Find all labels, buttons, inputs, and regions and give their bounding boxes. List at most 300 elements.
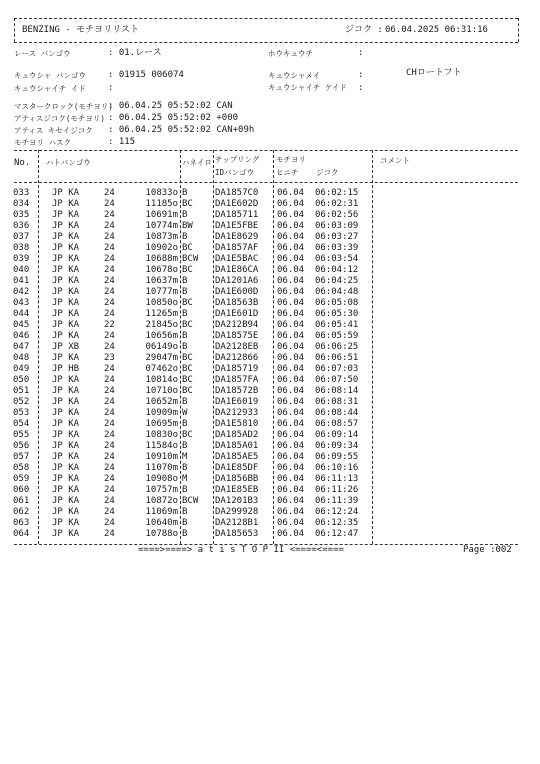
table-header-top-border [14, 150, 518, 151]
feather-color: B [182, 507, 188, 517]
header-top-border [14, 18, 518, 19]
ring-prefix: JP KA [52, 507, 80, 517]
ring-number: 11069m [145, 507, 178, 517]
ring-prefix: JP KA [52, 452, 80, 462]
row-number: 063 [13, 518, 30, 528]
arrival-date: 06.04 [277, 210, 305, 220]
row-number: 035 [13, 210, 30, 220]
table-row [0, 386, 540, 397]
table-row [0, 265, 540, 276]
feather-color: B [182, 210, 188, 220]
chip-id: DA212B94 [215, 320, 259, 330]
ring-year: 24 [104, 188, 115, 198]
ring-year: 24 [104, 496, 115, 506]
row-number: 061 [13, 496, 30, 506]
feather-color: BC [182, 364, 193, 374]
chip-id: DA18572B [215, 386, 259, 396]
table-row [0, 254, 540, 265]
row-number: 058 [13, 463, 30, 473]
arrival-date: 06.04 [277, 331, 305, 341]
arrival-date: 06.04 [277, 441, 305, 451]
arrival-time: 06:11:39 [315, 496, 359, 506]
arrival-time: 06:04:48 [315, 287, 359, 297]
ring-number: 10814o [145, 375, 178, 385]
ring-year: 24 [104, 199, 115, 209]
arrival-date: 06.04 [277, 408, 305, 418]
arrival-date: 06.04 [277, 386, 305, 396]
arrival-date: 06.04 [277, 342, 305, 352]
column-header-comment: コメント [380, 156, 410, 165]
ring-year: 24 [104, 452, 115, 462]
arrival-date: 06.04 [277, 309, 305, 319]
ring-prefix: JP KA [52, 485, 80, 495]
row-number: 041 [13, 276, 30, 286]
ring-prefix: JP KA [52, 309, 80, 319]
ring-number: 10688m [145, 254, 178, 264]
arrival-date: 06.04 [277, 353, 305, 363]
master-clock-value: : 06.04.25 05:52:02 CAN [108, 101, 233, 111]
table-row [0, 529, 540, 540]
chip-id: DA1E5BAC [215, 254, 259, 264]
arrival-time: 06:02:15 [315, 188, 359, 198]
arrival-time: 06:05:08 [315, 298, 359, 308]
row-number: 033 [13, 188, 30, 198]
chip-id: DA1E5FBE [215, 221, 259, 231]
row-number: 043 [13, 298, 30, 308]
atis-standard-time-value: : 06.04.25 05:52:02 CAN+09h [108, 125, 255, 135]
arrival-time: 06:03:27 [315, 232, 359, 242]
feather-color: BC [182, 265, 193, 275]
ring-year: 24 [104, 375, 115, 385]
chip-id: DA1E602D [215, 199, 259, 209]
table-header-bottom-border [14, 182, 518, 183]
ring-year: 24 [104, 221, 115, 231]
ring-prefix: JP KA [52, 496, 80, 506]
row-number: 052 [13, 397, 30, 407]
ring-prefix: JP KA [52, 265, 80, 275]
chip-id: DA299928 [215, 507, 259, 517]
ring-prefix: JP KA [52, 254, 80, 264]
ring-number: 10788o [145, 529, 178, 539]
arrival-date: 06.04 [277, 430, 305, 440]
feather-color: BC [182, 353, 193, 363]
ring-prefix: JP KA [52, 298, 80, 308]
arrival-time: 06:04:12 [315, 265, 359, 275]
master-clock-label: マスタークロック(モチヨリ) [14, 102, 113, 111]
header-bottom-border [14, 42, 518, 43]
feather-color: B [182, 232, 188, 242]
ring-number: 21845o [145, 320, 178, 330]
ring-year: 22 [104, 320, 115, 330]
feather-color: B [182, 441, 188, 451]
table-row [0, 452, 540, 463]
ring-prefix: JP KA [52, 221, 80, 231]
ring-prefix: JP HB [52, 364, 80, 374]
ring-prefix: JP KA [52, 243, 80, 253]
row-number: 057 [13, 452, 30, 462]
column-header-chip-id: IDバンゴウ [215, 168, 255, 177]
chip-id: DA18563B [215, 298, 259, 308]
loft-name-label: キュウシャメイ [268, 71, 321, 80]
ring-prefix: JP KA [52, 276, 80, 286]
chip-id: DA212866 [215, 353, 259, 363]
table-row [0, 320, 540, 331]
arrival-time: 06:11:26 [315, 485, 359, 495]
table-row [0, 364, 540, 375]
feather-color: BCW [182, 496, 199, 506]
arrival-time: 06:02:31 [315, 199, 359, 209]
ring-number: 10833o [145, 188, 178, 198]
footer-brand: ====>====> a t i s T O P II <====<==== [138, 545, 344, 555]
feather-color: BC [182, 375, 193, 385]
table-row [0, 430, 540, 441]
arrival-date: 06.04 [277, 463, 305, 473]
column-header-ring: ハトバンゴウ [46, 158, 91, 167]
ring-number: 10774m [145, 221, 178, 231]
ring-prefix: JP KA [52, 474, 80, 484]
ring-prefix: JP KA [52, 210, 80, 220]
chip-id: DA1857FA [215, 375, 259, 385]
loft-latitude-label: キュウシャイチ イド [14, 84, 86, 93]
arrival-date: 06.04 [277, 485, 305, 495]
table-row [0, 441, 540, 452]
arrival-time: 06:05:59 [315, 331, 359, 341]
loft-latitude-value: : [108, 83, 114, 93]
arrival-date: 06.04 [277, 221, 305, 231]
ring-year: 24 [104, 265, 115, 275]
feather-color: M [182, 474, 188, 484]
ring-prefix: JP KA [52, 353, 80, 363]
ring-year: 24 [104, 287, 115, 297]
feather-color: BC [182, 199, 193, 209]
ring-prefix: JP XB [52, 342, 80, 352]
ring-year: 24 [104, 474, 115, 484]
ring-prefix: JP KA [52, 408, 80, 418]
row-number: 056 [13, 441, 30, 451]
ring-prefix: JP KA [52, 430, 80, 440]
chip-id: DA18575E [215, 331, 259, 341]
ring-year: 24 [104, 518, 115, 528]
arrival-date: 06.04 [277, 298, 305, 308]
feather-color: BC [182, 298, 193, 308]
column-header-chip: チップリング [215, 155, 260, 164]
ring-prefix: JP KA [52, 188, 80, 198]
arrival-date: 06.04 [277, 518, 305, 528]
feather-color: M [182, 452, 188, 462]
ring-prefix: JP KA [52, 419, 80, 429]
arrival-time: 06:03:09 [315, 221, 359, 231]
ring-number: 10902o [145, 243, 178, 253]
release-point-label: ホウキュウチ [268, 49, 313, 58]
column-header-color: ハネイロ [182, 158, 212, 167]
chip-id: DA185653 [215, 529, 259, 539]
feather-color: B [182, 529, 188, 539]
table-row [0, 199, 540, 210]
table-row [0, 309, 540, 320]
header-right-border [518, 18, 519, 42]
ring-year: 24 [104, 463, 115, 473]
ring-year: 24 [104, 210, 115, 220]
table-row [0, 397, 540, 408]
ring-prefix: JP KA [52, 199, 80, 209]
table-row [0, 474, 540, 485]
row-number: 042 [13, 287, 30, 297]
row-number: 044 [13, 309, 30, 319]
arrival-date: 06.04 [277, 243, 305, 253]
loft-number-label: キュウシャ バンゴウ [14, 71, 86, 80]
chip-id: DA2128EB [215, 342, 259, 352]
ring-year: 24 [104, 276, 115, 286]
row-number: 048 [13, 353, 30, 363]
arrival-date: 06.04 [277, 375, 305, 385]
chip-id: DA212933 [215, 408, 259, 418]
chip-id: DA1E6019 [215, 397, 259, 407]
ring-year: 24 [104, 243, 115, 253]
arrival-date: 06.04 [277, 265, 305, 275]
arrival-date: 06.04 [277, 452, 305, 462]
arrival-time: 06:07:03 [315, 364, 359, 374]
page-number: Page :002 [463, 545, 512, 555]
ring-year: 24 [104, 397, 115, 407]
ring-year: 24 [104, 331, 115, 341]
ring-year: 23 [104, 353, 115, 363]
arrival-time: 06:09:55 [315, 452, 359, 462]
row-number: 053 [13, 408, 30, 418]
ring-prefix: JP KA [52, 463, 80, 473]
feather-color: B [182, 287, 188, 297]
ring-number: 10695m [145, 419, 178, 429]
feather-color: B [182, 309, 188, 319]
report-title: BENZING - モチヨリリスト [22, 25, 140, 35]
ring-year: 24 [104, 342, 115, 352]
ring-prefix: JP KA [52, 441, 80, 451]
row-number: 054 [13, 419, 30, 429]
arrival-date: 06.04 [277, 320, 305, 330]
table-row [0, 221, 540, 232]
chip-id: DA1E86CA [215, 265, 259, 275]
arrival-time: 06:08:14 [315, 386, 359, 396]
ring-prefix: JP KA [52, 518, 80, 528]
loft-name-value: : [358, 70, 364, 80]
race-number-label: レース バンゴウ [14, 49, 71, 58]
ring-prefix: JP KA [52, 331, 80, 341]
print-time-label: ジコク : [345, 25, 383, 35]
arrival-date: 06.04 [277, 188, 305, 198]
ring-number: 10777m [145, 287, 178, 297]
ring-prefix: JP KA [52, 320, 80, 330]
ring-number: 10910m [145, 452, 178, 462]
feather-color: B [182, 485, 188, 495]
ring-number: 10678o [145, 265, 178, 275]
feather-color: BC [182, 430, 193, 440]
atis-clock-label: アティスジコク(モチヨリ) [14, 114, 105, 123]
ring-prefix: JP KA [52, 287, 80, 297]
arrival-date: 06.04 [277, 419, 305, 429]
arrival-time: 06:08:44 [315, 408, 359, 418]
row-number: 062 [13, 507, 30, 517]
ring-number: 10757m [145, 485, 178, 495]
chip-id: DA1E5810 [215, 419, 259, 429]
arrival-time: 06:10:16 [315, 463, 359, 473]
feather-color: W [182, 408, 188, 418]
row-number: 049 [13, 364, 30, 374]
arrival-time: 06:08:57 [315, 419, 359, 429]
ring-year: 24 [104, 419, 115, 429]
row-number: 039 [13, 254, 30, 264]
atis-clock-value: : 06.04.25 05:52:02 +000 [108, 113, 239, 123]
arrival-date: 06.04 [277, 529, 305, 539]
arrival-time: 06:12:24 [315, 507, 359, 517]
column-header-time: ジコク [316, 168, 339, 177]
table-row [0, 518, 540, 529]
ring-number: 10710o [145, 386, 178, 396]
feather-color: B [182, 331, 188, 341]
arrival-date: 06.04 [277, 199, 305, 209]
table-row [0, 276, 540, 287]
chip-id: DA1E600D [215, 287, 259, 297]
row-number: 055 [13, 430, 30, 440]
column-header-arrival: モチヨリ [276, 155, 306, 164]
ring-prefix: JP KA [52, 375, 80, 385]
ring-year: 24 [104, 441, 115, 451]
atis-standard-time-label: アティス キセイジコク [14, 126, 93, 135]
ring-number: 10873m [145, 232, 178, 242]
arrival-date: 06.04 [277, 276, 305, 286]
ring-year: 24 [104, 298, 115, 308]
row-number: 038 [13, 243, 30, 253]
feather-color: B [182, 342, 188, 352]
row-number: 047 [13, 342, 30, 352]
release-point-value: : [358, 48, 364, 58]
ring-prefix: JP KA [52, 397, 80, 407]
ring-number: 11265m [145, 309, 178, 319]
column-header-no: No. [14, 158, 31, 168]
ring-year: 24 [104, 254, 115, 264]
arrival-time: 06:03:39 [315, 243, 359, 253]
arrival-time: 06:04:25 [315, 276, 359, 286]
table-row [0, 243, 540, 254]
ring-prefix: JP KA [52, 529, 80, 539]
ring-number: 10652m [145, 397, 178, 407]
row-number: 050 [13, 375, 30, 385]
arrival-time: 06:12:47 [315, 529, 359, 539]
arrival-date: 06.04 [277, 496, 305, 506]
row-number: 034 [13, 199, 30, 209]
ring-year: 24 [104, 408, 115, 418]
table-row [0, 232, 540, 243]
row-number: 060 [13, 485, 30, 495]
ring-year: 24 [104, 309, 115, 319]
chip-id: DA1E601D [215, 309, 259, 319]
ring-number: 10691m [145, 210, 178, 220]
ring-number: 10909m [145, 408, 178, 418]
arrival-date: 06.04 [277, 232, 305, 242]
header-left-border [14, 18, 15, 42]
loft-longitude-value: : [358, 83, 364, 93]
chip-id: DA1E8629 [215, 232, 259, 242]
table-row [0, 419, 540, 430]
table-row [0, 496, 540, 507]
chip-id: DA185711 [215, 210, 259, 220]
chip-id: DA185A01 [215, 441, 259, 451]
chip-id: DA2128B1 [215, 518, 259, 528]
basket-label: モチヨリ ハスク [14, 138, 72, 147]
ring-year: 24 [104, 232, 115, 242]
table-row [0, 188, 540, 199]
chip-id: DA1857AF [215, 243, 259, 253]
feather-color: B [182, 397, 188, 407]
table-row [0, 298, 540, 309]
loft-longitude-label: キュウシャイチ ケイド [268, 83, 347, 92]
ring-number: 10637m [145, 276, 178, 286]
ring-prefix: JP KA [52, 232, 80, 242]
ring-number: 11584o [145, 441, 178, 451]
arrival-time: 06:05:30 [315, 309, 359, 319]
ring-number: 10908o [145, 474, 178, 484]
arrival-date: 06.04 [277, 397, 305, 407]
arrival-time: 06:03:54 [315, 254, 359, 264]
chip-id: DA1E85EB [215, 485, 259, 495]
table-row [0, 408, 540, 419]
ring-year: 24 [104, 386, 115, 396]
table-row [0, 375, 540, 386]
table-row [0, 287, 540, 298]
row-number: 059 [13, 474, 30, 484]
ring-number: 10640m [145, 518, 178, 528]
ring-year: 24 [104, 507, 115, 517]
feather-color: B [182, 188, 188, 198]
race-number-value: : 01.レース [108, 48, 162, 58]
ring-year: 24 [104, 485, 115, 495]
ring-year: 24 [104, 430, 115, 440]
feather-color: B [182, 518, 188, 528]
ring-number: 29047m [145, 353, 178, 363]
arrival-time: 06:06:51 [315, 353, 359, 363]
arrival-time: 06:12:35 [315, 518, 359, 528]
row-number: 040 [13, 265, 30, 275]
ring-year: 24 [104, 364, 115, 374]
table-row [0, 507, 540, 518]
row-number: 064 [13, 529, 30, 539]
ring-prefix: JP KA [52, 386, 80, 396]
arrival-time: 06:06:25 [315, 342, 359, 352]
arrival-date: 06.04 [277, 287, 305, 297]
table-row [0, 342, 540, 353]
ring-number: 10850o [145, 298, 178, 308]
chip-id: DA185AD2 [215, 430, 259, 440]
arrival-time: 06:09:34 [315, 441, 359, 451]
column-header-date: ヒニチ [276, 168, 299, 177]
row-number: 046 [13, 331, 30, 341]
feather-color: BW [182, 221, 193, 231]
chip-id: DA185719 [215, 364, 259, 374]
chip-id: DA1856BB [215, 474, 259, 484]
feather-color: BCW [182, 254, 199, 264]
ring-number: 10656m [145, 331, 178, 341]
arrival-time: 06:08:31 [315, 397, 359, 407]
arrival-time: 06:02:56 [315, 210, 359, 220]
chip-id: DA1857C0 [215, 188, 259, 198]
loft-name-text: CHロートフト [406, 68, 462, 78]
row-number: 051 [13, 386, 30, 396]
row-number: 036 [13, 221, 30, 231]
ring-number: 07462o [145, 364, 178, 374]
chip-id: DA185AE5 [215, 452, 259, 462]
chip-id: DA1201A6 [215, 276, 259, 286]
loft-number-value: : 01915 006074 [108, 70, 184, 80]
ring-year: 24 [104, 529, 115, 539]
arrival-date: 06.04 [277, 474, 305, 484]
